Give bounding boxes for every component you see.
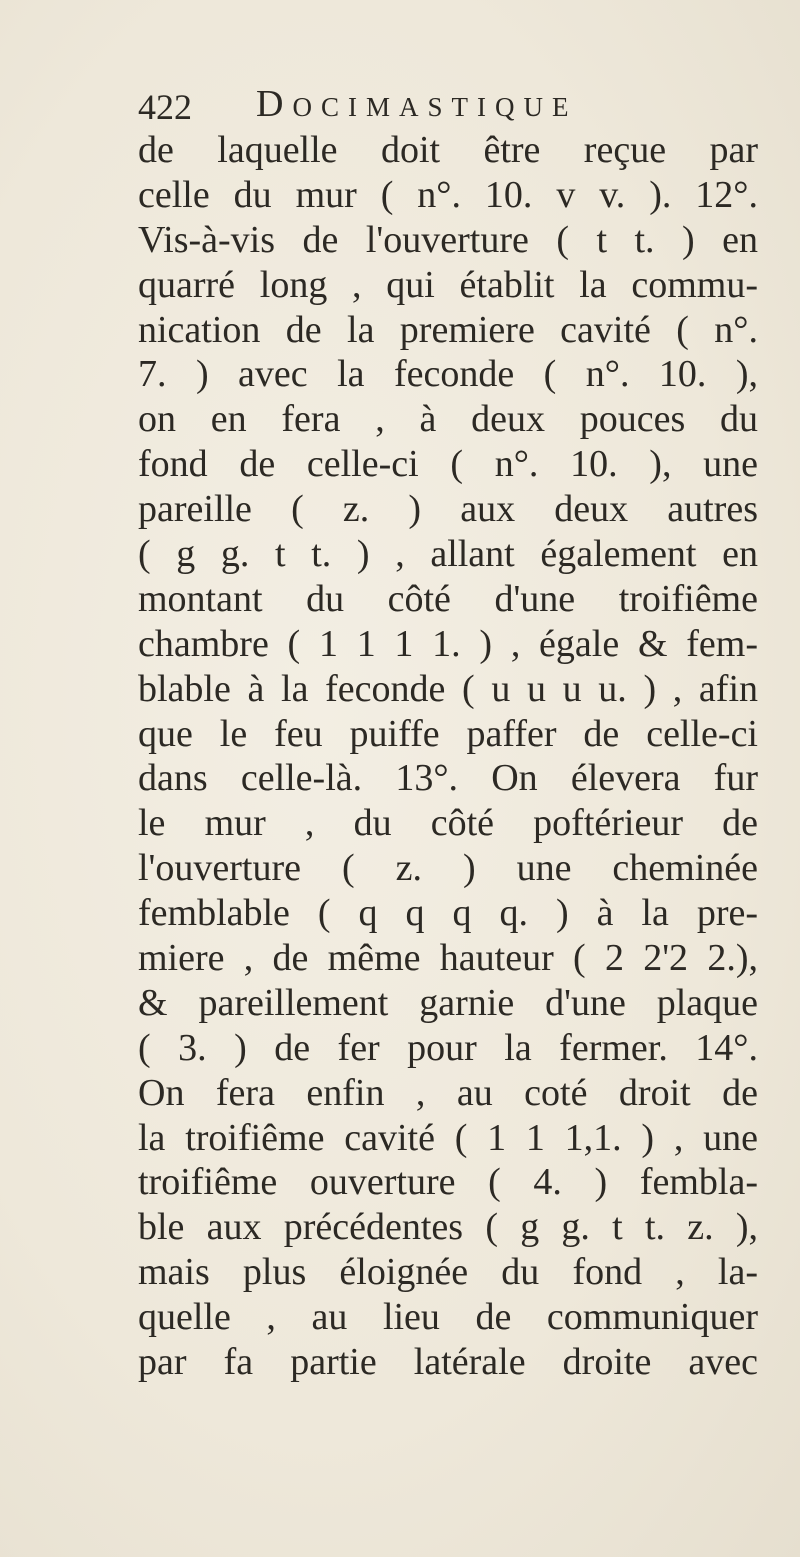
text-line: miere , de même hauteur ( 2 2'2 2.),	[138, 937, 758, 980]
text-line: 7. ) avec la feconde ( n°. 10. ),	[138, 353, 758, 396]
text-line: blable à la feconde ( u u u u. ) , afin	[138, 667, 758, 710]
page-number: 422	[138, 87, 192, 127]
text-line: ( g g. t t. ) , allant également en	[138, 533, 758, 576]
text-line: fond de celle-ci ( n°. 10. ), une	[138, 443, 758, 486]
text-line: troifiême ouverture ( 4. ) fembla-	[138, 1161, 758, 1204]
text-line: celle du mur ( n°. 10. v v. ). 12°.	[138, 173, 758, 216]
text-line: quarré long , qui établit la commu-	[138, 263, 758, 306]
text-line: pareille ( z. ) aux deux autres	[138, 488, 758, 531]
text-line: On fera enfin , au coté droit de	[138, 1071, 758, 1114]
text-line: ( 3. ) de fer pour la fermer. 14°.	[138, 1026, 758, 1069]
text-line: l'ouverture ( z. ) une cheminée	[138, 847, 758, 890]
text-line: dans celle-là. 13°. On élevera fur	[138, 757, 758, 800]
body-text	[138, 128, 758, 1385]
text-line: montant du côté d'une troifiême	[138, 577, 758, 620]
text-line: quelle , au lieu de communiquer	[138, 1296, 758, 1339]
text-line: que le feu puiffe paffer de celle-ci	[138, 712, 758, 755]
text-line: Vis-à-vis de l'ouverture ( t t. ) en	[138, 218, 758, 261]
text-line: par fa partie latérale droite avec	[138, 1341, 758, 1384]
text-line: la troifiême cavité ( 1 1 1,1. ) , une	[138, 1116, 758, 1159]
text-line: nication de la premiere cavité ( n°.	[138, 308, 758, 351]
text-line: femblable ( q q q q. ) à la pre-	[138, 892, 758, 935]
text-line: on en fera , à deux pouces du	[138, 398, 758, 441]
text-line: chambre ( 1 1 1 1. ) , égale & fem-	[138, 622, 758, 665]
text-line: de laquelle doit être reçue par	[138, 129, 758, 171]
page-header	[138, 80, 698, 126]
text-line: mais plus éloignée du fond , la-	[138, 1251, 758, 1294]
running-title: Docimastique	[256, 83, 578, 125]
text-line: ble aux précédentes ( g g. t t. z. ),	[138, 1206, 758, 1249]
text-line: le mur , du côté poftérieur de	[138, 802, 758, 845]
text-line: & pareillement garnie d'une plaque	[138, 981, 758, 1024]
